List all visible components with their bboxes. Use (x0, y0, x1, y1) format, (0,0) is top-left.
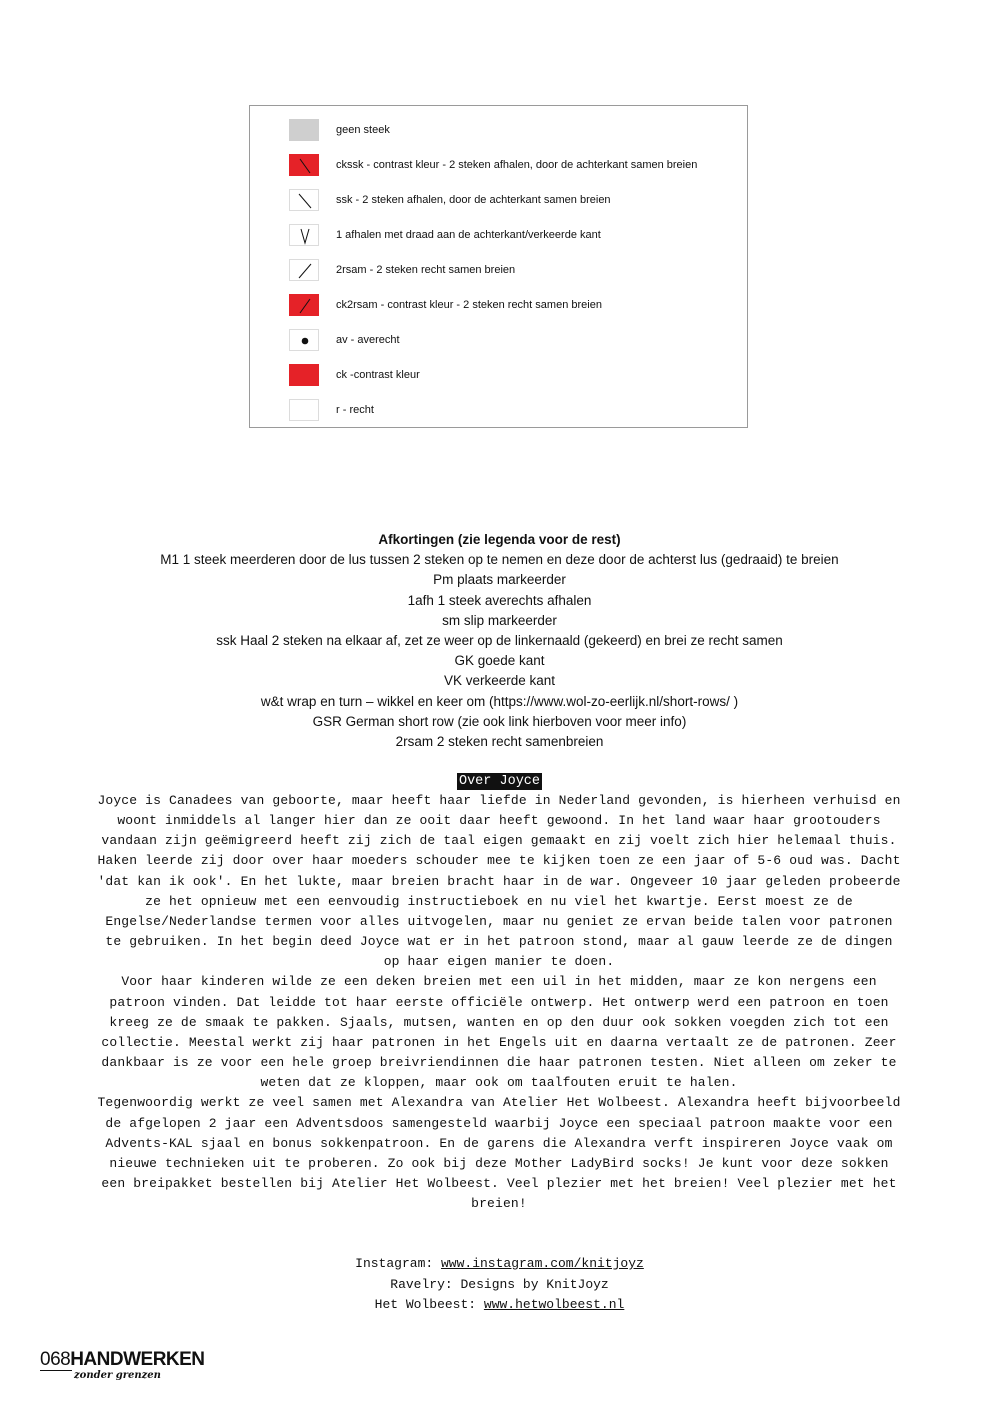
page-footer (40, 1349, 205, 1381)
magazine-brand: HANDWERKEN (70, 1349, 205, 1370)
instagram-link[interactable]: www.instagram.com/knitjoyz (440, 1256, 644, 1271)
designer-links (0, 1254, 999, 1316)
red-backslash-icon (289, 154, 319, 176)
bio-text (96, 791, 902, 1214)
legend-row-geen-steek (289, 118, 390, 142)
knit-stitch-icon (289, 399, 319, 421)
dot-icon (289, 329, 319, 351)
abbreviation-line: w&t wrap en turn – wikkel en keer om (https://www.wol-zo-eerlijk.nl/short-rows/ ) (260, 693, 739, 709)
stitch-legend (249, 105, 748, 428)
instagram-label: Instagram: (355, 1256, 441, 1271)
abbreviation-line: GK goede kant (454, 653, 545, 669)
legend-row-averecht (289, 328, 400, 352)
wolbeest-link[interactable]: www.hetwolbeest.nl (483, 1297, 625, 1312)
bio-paragraph: Haken leerde zij door over haar moeders schouder mee te kijken toen ze een jaar of 5-6 oud was. Dacht 'dat kan ik ook'. En het lukte, maar breien bracht haar in de war. Ongeveer 10 jaar geleden probeerde ze het opnieuw met een eenvoudig instructieboek en nu viel het kwartje. Eerst moest ze de Engelse/Nederlandse termen voor alles uitvogelen, maar nu geniet ze ervan beide talen voor patronen te gebruiken. In het begin deed Joyce wat er in het patroon stond, maar al gauw leerde ze de dingen op haar eigen manier te doen. (97, 853, 901, 970)
page-number: 068 (40, 1349, 71, 1370)
legend-label: 1 afhalen met draad aan de achterkant/verkeerde kant (336, 229, 601, 241)
bio-paragraph: Tegenwoordig werkt ze veel samen met Alexandra van Atelier Het Wolbeest. Alexandra heeft bijvoorbeeld de afgelopen 2 jaar een Adventsdoos samengesteld waarbij Joyce een speciaal patroon maakte voor een Advents-KAL sjaal en bonus sokkenpatroon. En de garens die Alexandra verft inspireren Joyce vaak om nieuwe technieken uit te proberen. Zo ook bij deze Mother LadyBird socks! Je kunt voor deze sokken een breipakket bestellen bij Atelier Het Wolbeest. Veel plezier met het breien! Veel plezier met het breien! (97, 1095, 901, 1212)
legend-row-recht (289, 398, 374, 422)
legend-row-contrast (289, 363, 420, 387)
abbreviation-line: sm slip markeerder (442, 612, 557, 628)
slash-icon (289, 259, 319, 281)
abbreviation-line: GSR German short row (zie ook link hierboven voor meer info) (312, 713, 687, 729)
bio-paragraph: Voor haar kinderen wilde ze een deken breien met een uil in het midden, maar ze kon nergens een patroon vinden. Dat leidde tot haar eerste officiële ontwerp. Het ontwerp werd een patroon en toen kreeg ze de smaak te pakken. Sjaals, mutsen, wanten en op den duur ook sokken voegden zich tot een collectie. Meestal werkt zij haar patronen in het Engels uit en daarna vertaalt ze de patronen. Zeer dankbaar is ze voor een hele groep breivriendinnen die haar patronen testen. Niet alleen om zeker te weten dat ze kloppen, maar ook om taalfouten eruit te halen. (101, 974, 897, 1091)
abbreviation-line: 2rsam 2 steken recht samenbreien (395, 734, 604, 750)
footer-rule (40, 1370, 72, 1371)
legend-label: 2rsam - 2 steken recht samen breien (336, 264, 516, 276)
contrast-color-icon (289, 364, 319, 386)
wolbeest-label: Het Wolbeest: (374, 1297, 484, 1312)
legend-label: ssk - 2 steken afhalen, door de achterkant samen breien (336, 194, 611, 206)
v-icon (289, 224, 319, 246)
backslash-icon (289, 189, 319, 211)
legend-label: ck -contrast kleur (336, 369, 420, 381)
instagram-line (0, 1254, 999, 1275)
abbreviation-line: VK verkeerde kant (443, 673, 556, 689)
legend-label: ckssk - contrast kleur - 2 steken afhalen, door de achterkant samen breien (336, 159, 698, 171)
bio-title: Over Joyce (458, 774, 540, 789)
legend-row-ssk (289, 188, 611, 212)
abbreviation-line: 1afh 1 steek averechts afhalen (407, 592, 592, 608)
legend-row-ckssk (289, 153, 697, 177)
legend-row-ck2rsam (289, 293, 602, 317)
legend-row-2rsam (289, 258, 515, 282)
abbreviation-line: Pm plaats markeerder (433, 572, 566, 588)
abbreviations-title: Afkortingen (zie legenda voor de rest) (378, 532, 621, 547)
magazine-tagline: zonder grenzen (74, 1370, 161, 1381)
wolbeest-line (0, 1295, 999, 1316)
legend-row-slip (289, 223, 601, 247)
abbreviations-section (0, 530, 999, 752)
ravelry-label: Ravelry: Designs by KnitJoyz (390, 1276, 609, 1292)
legend-label: geen steek (336, 124, 390, 136)
bio-heading-wrap (0, 771, 999, 790)
red-slash-icon (289, 294, 319, 316)
no-stitch-icon (289, 119, 319, 141)
legend-label: r - recht (336, 404, 374, 416)
ravelry-line (0, 1275, 999, 1296)
bio-paragraph: Joyce is Canadees van geboorte, maar heeft haar liefde in Nederland gevonden, is hierheen verhuisd en woont inmiddels al langer hier dan ze ooit daar heeft gewoond. In het land waar haar grootouders vandaan zijn geëmigreerd heeft zij zich de taal eigen gemaakt en zij voelt zich hier helemaal thuis. (97, 793, 901, 849)
legend-label: ck2rsam - contrast kleur - 2 steken recht samen breien (336, 299, 602, 311)
abbreviation-line: ssk Haal 2 steken na elkaar af, zet ze weer op de linkernaald (gekeerd) en brei ze recht samen (216, 633, 783, 649)
legend-label: av - averecht (336, 334, 400, 346)
abbreviation-line: M1 1 steek meerderen door de lus tussen 2 steken op te nemen en deze door de achterst lus (gedraaid) te breien (160, 552, 839, 568)
